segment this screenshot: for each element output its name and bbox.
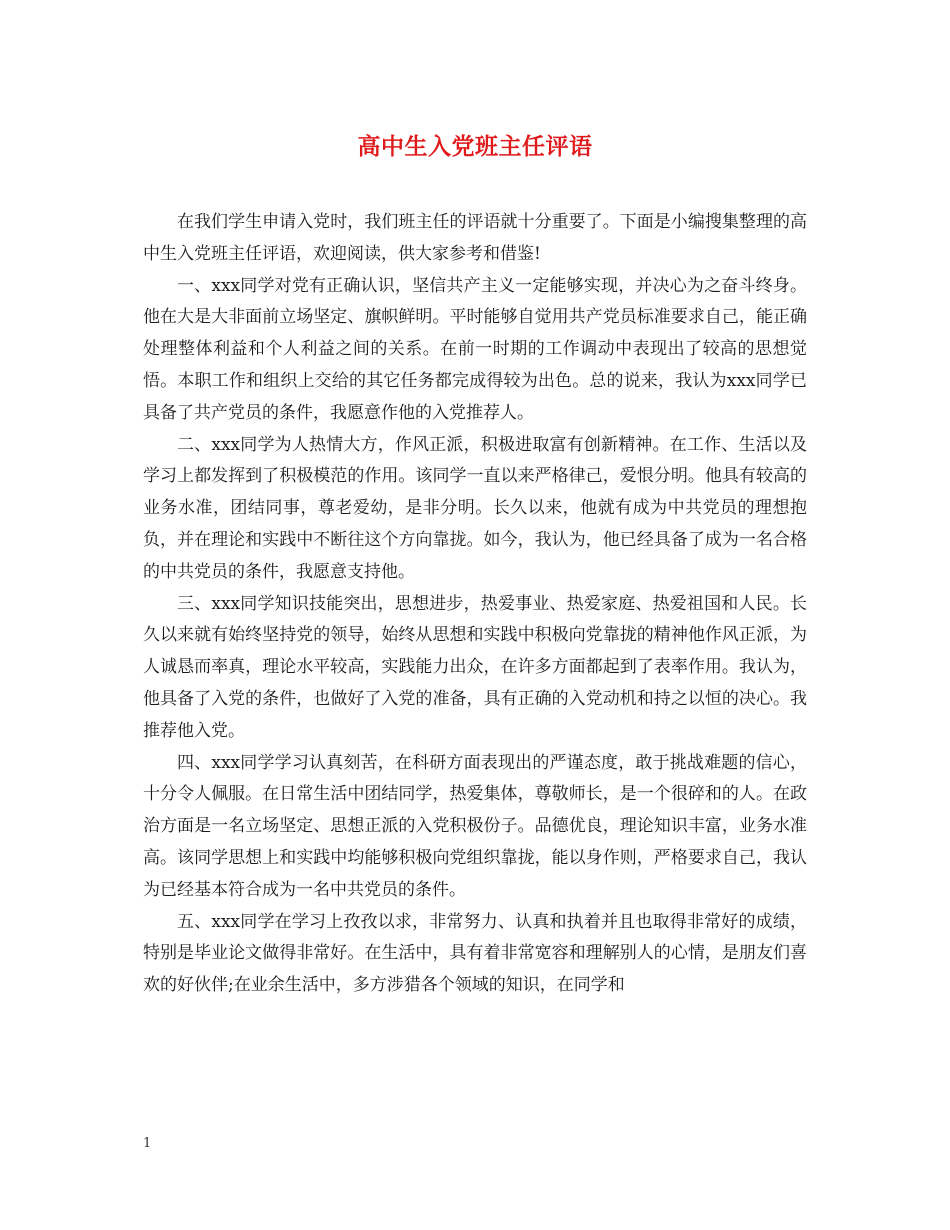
page-number: 1 bbox=[143, 1136, 152, 1151]
comment-paragraph-5: 五、xxx同学在学习上孜孜以求，非常努力、认真和执着并且也取得非常好的成绩，特别是毕业论文做得非常好。在生活中，具有着非常宽容和理解别人的心情，是朋友们喜欢的好伙伴;在业余生活中，多方涉猎各个领域的知识，在同学和 bbox=[143, 911, 807, 996]
intro-paragraph: 在我们学生申请入党时，我们班主任的评语就十分重要了。下面是小编搜集整理的高中生入党班主任评语，欢迎阅读，供大家参考和借鉴! bbox=[143, 212, 807, 264]
comment-paragraph-1: 一、xxx同学对党有正确认识，坚信共产主义一定能够实现，并决心为之奋斗终身。他在大是大非面前立场坚定、旗帜鲜明。平时能够自觉用共产党员标准要求自己，能正确处理整体利益和个人利益之间的关系。在前一时期的工作调动中表现出了较高的思想觉悟。本职工作和组织上交给的其它任务都完成得较为出色。总的说来，我认为xxx同学已具备了共产党员的条件，我愿意作他的入党推荐人。 bbox=[143, 275, 807, 423]
comment-paragraph-2: 二、xxx同学为人热情大方，作风正派，积极进取富有创新精神。在工作、生活以及学习上都发挥到了积极模范的作用。该同学一直以来严格律己，爱恨分明。他具有较高的业务水准，团结同事，尊老爱幼，是非分明。长久以来，他就有成为中共党员的理想抱负，并在理论和实践中不断往这个方向靠拢。如今，我认为，他已经具备了成为一名合格的中共党员的条件，我愿意支持他。 bbox=[143, 434, 807, 582]
comment-paragraph-3: 三、xxx同学知识技能突出，思想进步，热爱事业、热爱家庭、热爱祖国和人民。长久以来就有始终坚持党的领导，始终从思想和实践中积极向党靠拢的精神他作风正派，为人诚恳而率真，理论水平较高，实践能力出众，在许多方面都起到了表率作用。我认为，他具备了入党的条件，也做好了入党的准备，具有正确的入党动机和持之以恒的决心。我推荐他入党。 bbox=[143, 593, 807, 741]
document-title: 高中生入党班主任评语 bbox=[357, 133, 593, 160]
comment-paragraph-4: 四、xxx同学学习认真刻苦，在科研方面表现出的严谨态度，敢于挑战难题的信心，十分令人佩服。在日常生活中团结同学，热爱集体，尊敬师长，是一个很碎和的人。在政治方面是一名立场坚定、思想正派的入党积极份子。品德优良，理论知识丰富，业务水准高。该同学思想上和实践中均能够积极向党组织靠拢，能以身作则，严格要求自己，我认为已经基本符合成为一名中共党员的条件。 bbox=[143, 752, 807, 900]
document-body bbox=[143, 207, 807, 1002]
